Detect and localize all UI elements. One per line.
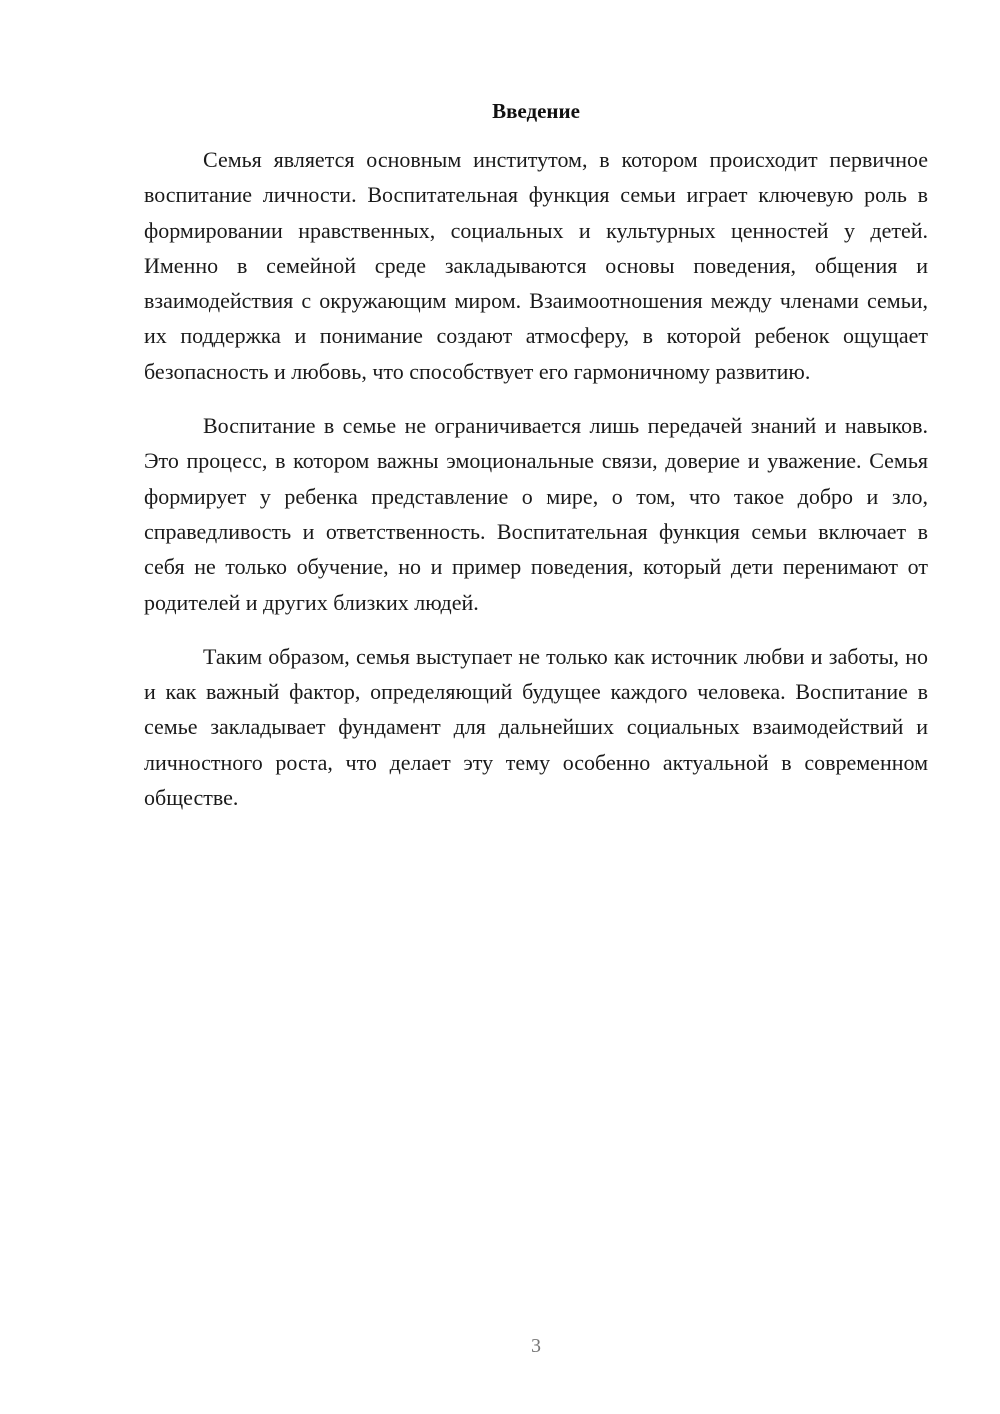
page-title: Введение — [492, 99, 580, 123]
document-body — [144, 142, 928, 834]
paragraph-1: Семья является основным институтом, в котором происходит первичное воспитание личности. Воспитательная функция семьи играет ключевую роль в формировании нравственных, социальных и культурных ценностей у детей. Именно в семейной среде закладываются основы поведения, общения и взаимодействия с окружающим миром. Взаимоотношения между членами семьи, их поддержка и понимание создают атмосферу, в которой ребенок ощущает безопасность и любовь, что способствует его гармоничному развитию. — [144, 147, 928, 384]
paragraph-2: Воспитание в семье не ограничивается лишь передачей знаний и навыков. Это процесс, в котором важны эмоциональные связи, доверие и уважение. Семья формирует у ребенка представление о мире, о том, что такое добро и зло, справедливость и ответственность. Воспитательная функция семьи включает в себя не только обучение, но и пример поведения, который дети перенимают от родителей и других близких людей. — [144, 413, 928, 615]
page-number: 3 — [531, 1335, 541, 1357]
paragraph-3: Таким образом, семья выступает не только как источник любви и заботы, но и как важный фактор, определяющий будущее каждого человека. Воспитание в семье закладывает фундамент для дальнейших социальных взаимодействий и личностного роста, что делает эту тему особенно актуальной в современном обществе. — [144, 643, 928, 811]
